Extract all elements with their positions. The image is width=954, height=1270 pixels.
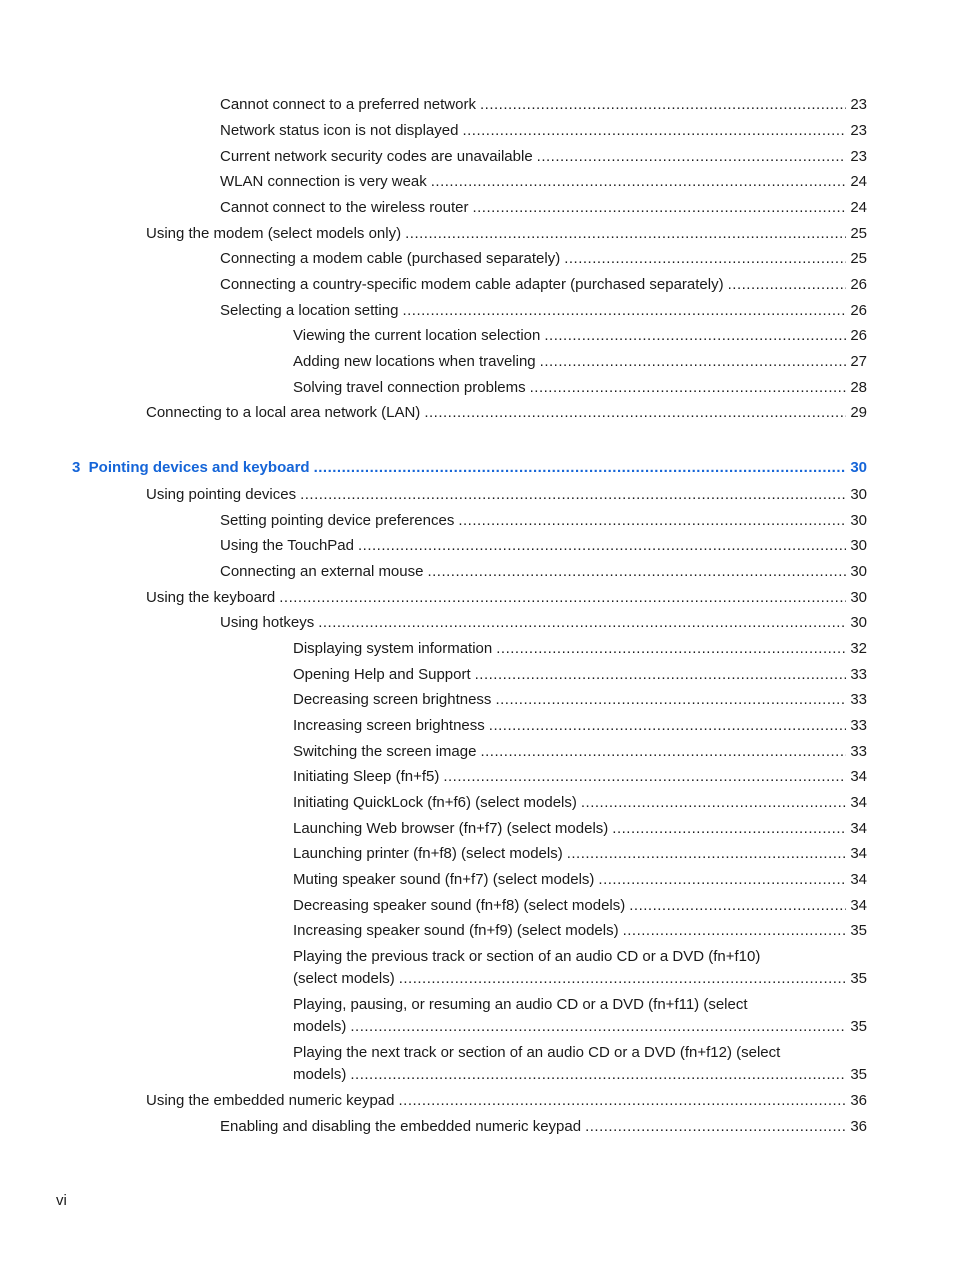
toc-entry[interactable] (220, 146, 867, 168)
dot-leader (402, 300, 846, 322)
toc-entry-title: (select models) (293, 970, 395, 987)
toc-entry[interactable] (220, 612, 867, 634)
dot-leader (728, 274, 847, 296)
dot-leader (443, 766, 846, 788)
toc-entry-title: Using the keyboard (146, 589, 276, 606)
toc-entry-page: 32 (850, 640, 867, 657)
toc-entry-page: 26 (850, 327, 867, 344)
toc-entry-title: Decreasing screen brightness (293, 691, 492, 708)
toc-entry[interactable] (293, 351, 867, 373)
toc-entry[interactable] (293, 715, 867, 737)
toc-chapter-link[interactable] (72, 457, 867, 479)
toc-entry-page: 35 (850, 970, 867, 987)
dot-leader (544, 325, 846, 347)
toc-entry[interactable] (293, 946, 867, 990)
toc-entry-page: 29 (850, 404, 867, 421)
dot-leader (496, 638, 846, 660)
toc-entry[interactable] (293, 920, 867, 942)
dot-leader (495, 689, 846, 711)
toc-entry[interactable] (220, 120, 867, 142)
toc-entry-title: Using the embedded numeric keypad (146, 1092, 395, 1109)
toc-entry-title: Initiating QuickLock (fn+f6) (select models) (293, 794, 577, 811)
toc-entry-title: Adding new locations when traveling (293, 353, 536, 370)
toc-entry-page: 23 (850, 148, 867, 165)
toc-entry-title: Current network security codes are unavailable (220, 148, 533, 165)
toc-entry-title: Increasing screen brightness (293, 717, 485, 734)
toc-entry[interactable] (293, 325, 867, 347)
toc-entry-title: Connecting a country-specific modem cable adapter (purchased separately) (220, 276, 724, 293)
toc-entry-title: Displaying system information (293, 640, 493, 657)
toc-entry-title: Using hotkeys (220, 614, 315, 631)
toc-entry[interactable] (293, 1042, 867, 1086)
toc-entry-page: 34 (850, 897, 867, 914)
dot-leader (585, 1116, 846, 1138)
toc-entry-page: 35 (850, 1018, 867, 1035)
toc-entry-title: Using the TouchPad (220, 537, 354, 554)
dot-leader (530, 377, 847, 399)
toc-entry[interactable] (293, 843, 867, 865)
toc-entry-page: 25 (850, 225, 867, 242)
dot-leader (405, 223, 846, 245)
page-number: vi (56, 1192, 67, 1209)
toc-entry[interactable] (146, 587, 867, 609)
dot-leader (540, 351, 847, 373)
toc-entry[interactable] (146, 484, 867, 506)
toc-entry[interactable] (293, 638, 867, 660)
toc-entry-title: Enabling and disabling the embedded numeric keypad (220, 1118, 582, 1135)
toc-entry-title: Using pointing devices (146, 486, 297, 503)
toc-entry-title: models) (293, 1066, 347, 1083)
toc-entry-page: 33 (850, 717, 867, 734)
toc-entry[interactable] (220, 1116, 867, 1138)
dot-leader (358, 535, 846, 557)
toc-entry-title: Opening Help and Support (293, 666, 471, 683)
toc-entry-title: Initiating Sleep (fn+f5) (293, 768, 440, 785)
toc-entry-title: Cannot connect to a preferred network (220, 96, 476, 113)
toc-entry-title: WLAN connection is very weak (220, 173, 427, 190)
toc-entry-title: Cannot connect to the wireless router (220, 199, 469, 216)
toc-entry-title: Launching Web browser (fn+f7) (select models) (293, 820, 609, 837)
toc-entry[interactable] (293, 377, 867, 399)
dot-leader (612, 818, 846, 840)
toc-entry-page: 25 (850, 250, 867, 267)
dot-leader (581, 792, 846, 814)
dot-leader (350, 1016, 846, 1038)
toc-entry[interactable] (293, 741, 867, 763)
toc-entry-title: Increasing speaker sound (fn+f9) (select models) (293, 922, 619, 939)
dot-leader (472, 197, 846, 219)
toc-entry-title: Launching printer (fn+f8) (select models) (293, 845, 563, 862)
toc-entry[interactable] (220, 248, 867, 270)
toc-entry-page: 30 (850, 537, 867, 554)
toc-entry-title: Decreasing speaker sound (fn+f8) (select models) (293, 897, 626, 914)
toc-entry[interactable] (293, 869, 867, 891)
toc-entry-title: Solving travel connection problems (293, 379, 526, 396)
toc-entry[interactable] (220, 561, 867, 583)
toc-entry[interactable] (220, 171, 867, 193)
toc-entry-page: 35 (850, 922, 867, 939)
dot-leader (629, 895, 846, 917)
toc-chapter-page: 30 (850, 459, 867, 476)
toc-entry-page: 23 (850, 122, 867, 139)
toc-chapter-title: 3 Pointing devices and keyboard (72, 459, 310, 476)
dot-leader (623, 920, 847, 942)
toc-entry[interactable] (146, 402, 867, 424)
toc-entry-title: Connecting a modem cable (purchased separately) (220, 250, 561, 267)
toc-entry-title: Using the modem (select models only) (146, 225, 402, 242)
dot-leader (564, 248, 846, 270)
toc-entry-page: 34 (850, 845, 867, 862)
dot-leader (489, 715, 847, 737)
toc-entry-title: Viewing the current location selection (293, 327, 541, 344)
dot-leader (318, 612, 846, 634)
toc-entry[interactable] (293, 664, 867, 686)
dot-leader (598, 869, 846, 891)
toc-entry-page: 34 (850, 794, 867, 811)
dot-leader (480, 94, 846, 116)
toc-entry-title-line1: Playing, pausing, or resuming an audio CD or a DVD (fn+f11) (select (293, 996, 748, 1013)
toc-entry-title-line1: Playing the next track or section of an audio CD or a DVD (fn+f12) (select (293, 1044, 781, 1061)
toc-entry-page: 34 (850, 820, 867, 837)
dot-leader (398, 1090, 846, 1112)
toc-entry[interactable] (220, 94, 867, 116)
toc-entry-title: Setting pointing device preferences (220, 512, 455, 529)
dot-leader (399, 968, 847, 990)
toc-entry[interactable] (293, 689, 867, 711)
toc-entry-page: 33 (850, 743, 867, 760)
toc-entry-page: 26 (850, 302, 867, 319)
toc-entry[interactable] (220, 300, 867, 322)
toc-entry-page: 30 (850, 614, 867, 631)
toc-entry[interactable] (220, 510, 867, 532)
toc-entry-page: 33 (850, 666, 867, 683)
dot-leader (458, 510, 846, 532)
toc-entry-title-line1: Playing the previous track or section of an audio CD or a DVD (fn+f10) (293, 948, 761, 965)
toc-entry-page: 27 (850, 353, 867, 370)
toc-entry-page: 30 (850, 512, 867, 529)
dot-leader (424, 402, 846, 424)
toc-entry-page: 30 (850, 589, 867, 606)
toc-entry[interactable] (146, 1090, 867, 1112)
toc-entry-page: 35 (850, 1066, 867, 1083)
toc-entry-page: 26 (850, 276, 867, 293)
toc-entry[interactable] (146, 223, 867, 245)
toc-entry[interactable] (293, 994, 867, 1038)
toc-entry-title: Network status icon is not displayed (220, 122, 459, 139)
toc-entry-title: models) (293, 1018, 347, 1035)
toc-entry-page: 30 (850, 486, 867, 503)
toc-entry-page: 24 (850, 173, 867, 190)
toc-entry-title: Connecting an external mouse (220, 563, 424, 580)
toc-entry-page: 30 (850, 563, 867, 580)
dot-leader (567, 843, 847, 865)
toc-entry[interactable] (293, 792, 867, 814)
toc-entry-page: 28 (850, 379, 867, 396)
dot-leader (427, 561, 846, 583)
dot-leader (462, 120, 846, 142)
dot-leader (537, 146, 847, 168)
toc-entry-title: Switching the screen image (293, 743, 477, 760)
toc-entry-page: 23 (850, 96, 867, 113)
toc-entry-page: 33 (850, 691, 867, 708)
dot-leader (314, 457, 847, 479)
toc-entry[interactable] (293, 818, 867, 840)
dot-leader (431, 171, 847, 193)
toc-entry-page: 24 (850, 199, 867, 216)
dot-leader (300, 484, 846, 506)
toc-entry-title: Muting speaker sound (fn+f7) (select models) (293, 871, 595, 888)
toc-entry[interactable] (220, 535, 867, 557)
toc-entry[interactable] (220, 274, 867, 296)
toc-entry[interactable] (293, 895, 867, 917)
toc-entry[interactable] (293, 766, 867, 788)
dot-leader (350, 1064, 846, 1086)
dot-leader (475, 664, 847, 686)
toc-entry-page: 36 (850, 1118, 867, 1135)
toc-entry-page: 34 (850, 768, 867, 785)
dot-leader (480, 741, 846, 763)
toc-entry-title: Connecting to a local area network (LAN) (146, 404, 421, 421)
toc-entry[interactable] (220, 197, 867, 219)
toc-entry-page: 36 (850, 1092, 867, 1109)
toc-entry-title: Selecting a location setting (220, 302, 399, 319)
toc-entry-page: 34 (850, 871, 867, 888)
dot-leader (279, 587, 846, 609)
